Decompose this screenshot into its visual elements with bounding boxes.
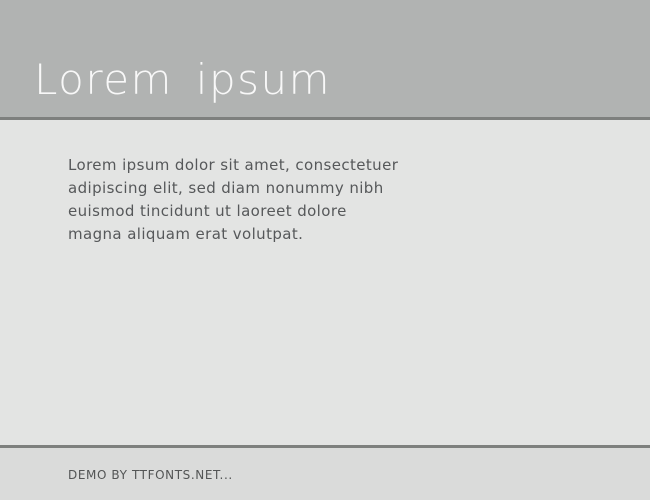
paragraph-line: magna aliquam erat volutpat. (68, 225, 304, 243)
specimen-body (0, 120, 650, 445)
paragraph-line: Lorem ipsum dolor sit amet, consectetuer (68, 156, 399, 174)
sample-paragraph (68, 154, 398, 246)
specimen-footer (0, 448, 650, 500)
paragraph-line: adipiscing elit, sed diam nonummy nibh (68, 179, 384, 197)
font-preview-header (0, 0, 650, 117)
demo-credit-label: DEMO BY TTFONTS.NET... (68, 468, 233, 482)
font-sample-title: Lorem ipsum (34, 55, 332, 104)
paragraph-line: euismod tincidunt ut laoreet dolore (68, 202, 347, 220)
